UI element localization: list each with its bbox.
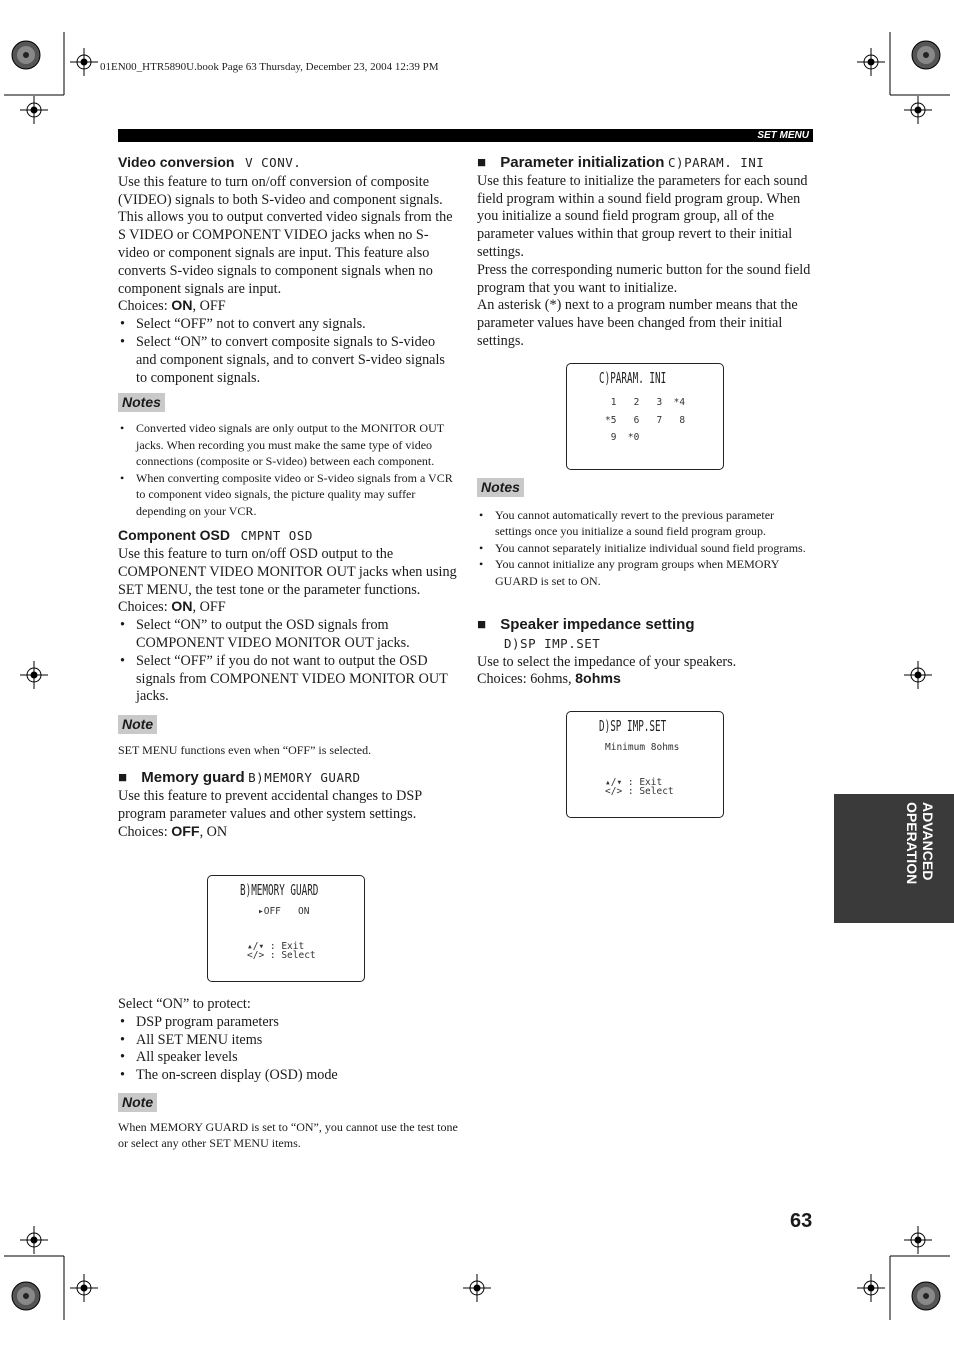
right-column — [477, 154, 815, 351]
note-item: • You cannot separately initialize individual sound field programs. — [477, 540, 807, 557]
list-item: • All speaker levels — [118, 1049, 458, 1067]
list-item: • The on-screen display (OSD) mode — [118, 1067, 458, 1085]
param-init-notes — [477, 507, 807, 590]
list-item: • Select “ON” to output the OSD signals from COMPONENT VIDEO MONITOR OUT jacks. — [118, 617, 458, 653]
note-item: • When converting composite video or S-video signals from a VCR to component video signals, the picture quality may suffer depending on your VCR. — [118, 470, 458, 520]
list-item: • Select “OFF” not to convert any signals. — [118, 316, 458, 334]
speaker-impedance-choices — [477, 671, 815, 689]
memory-guard-title: Memory guard — [141, 769, 245, 787]
choice-rest: , OFF — [192, 599, 226, 616]
note-item: • You cannot initialize any program groups when MEMORY GUARD is set to ON. — [477, 556, 807, 589]
header-bar — [118, 129, 813, 142]
osd-key-help: ▴/▾ : Exit </> : Select — [247, 941, 316, 961]
param-init-osd-screen — [566, 363, 724, 470]
page-number: 63 — [790, 1210, 813, 1232]
choice-default: 8ohms — [575, 671, 621, 688]
component-osd-code: CMPNT OSD — [240, 528, 313, 544]
choice-rest: , OFF — [192, 298, 226, 315]
component-osd-bullets — [118, 617, 458, 706]
list-item: • Select “ON” to convert composite signals to S-video and component signals, and to convert S-video signals to component signals. — [118, 334, 458, 387]
note-item: • You cannot automatically revert to the previous parameter settings once you initialize a sound field program group. — [477, 507, 807, 540]
notes-label: Notes — [477, 478, 524, 497]
speaker-impedance-body: Use to select the impedance of your speakers. — [477, 653, 737, 670]
section-marker: ■ — [118, 769, 128, 787]
component-osd-title: Component OSD — [118, 527, 230, 544]
list-item: • All SET MENU items — [118, 1032, 458, 1050]
choice-default: ON — [171, 599, 193, 616]
video-conversion-title: Video conversion — [118, 154, 235, 170]
component-osd-heading — [118, 527, 458, 546]
osd-title: B)MEMORY GUARD — [240, 881, 319, 899]
param-init-body-1: Use this feature to initialize the parameters for each sound field program within a sound field program group. When you initialize a sound field program group, all of the parameter values within that group revert to their initial settings. — [477, 172, 808, 260]
osd-program-grid: 1 2 3 *4 *5 6 7 8 9 *0 — [605, 397, 686, 443]
param-init-heading — [477, 154, 815, 173]
memory-guard-osd-screen — [207, 875, 365, 982]
section-marker: ■ — [477, 616, 487, 633]
note-item: • Converted video signals are only output to the MONITOR OUT jacks. When recording you must make the same type of video connections (composite or S-video) between each component. — [118, 420, 458, 470]
header-label: SET MENU — [757, 130, 809, 141]
side-tab-label: ADVANCED OPERATION — [904, 802, 936, 885]
osd-options: ▸OFF ON — [258, 906, 310, 917]
memory-guard-code: B)MEMORY GUARD — [248, 770, 361, 786]
speaker-impedance-code: D)SP IMP.SET — [504, 635, 601, 651]
video-conversion-choices — [118, 298, 458, 316]
note-label: Note — [118, 1093, 157, 1112]
param-init-body-2: Press the corresponding numeric button for the sound field program that you want to initialize. — [477, 261, 811, 296]
param-init-code: C)PARAM. INI — [668, 155, 765, 170]
choices-label: Choices: — [118, 823, 172, 840]
memory-guard-heading — [118, 769, 458, 788]
note-label: Note — [118, 715, 157, 734]
osd-key-help: ▴/▾ : Exit </> : Select — [605, 777, 674, 797]
choices-label: Choices: — [118, 599, 172, 616]
choices-label: Choices: — [477, 671, 531, 688]
osd-value: Minimum 8ohms — [605, 742, 680, 753]
choice-first: 6ohms, — [530, 671, 576, 688]
osd-title: D)SP IMP.SET — [599, 717, 667, 735]
speaker-impedance-title: Speaker impedance setting — [500, 616, 695, 633]
list-item: • DSP program parameters — [118, 1014, 458, 1032]
protect-intro: Select “ON” to protect: — [118, 996, 251, 1012]
choice-rest: , ON — [199, 823, 228, 840]
choices-label: Choices: — [118, 298, 172, 315]
speaker-impedance-block — [477, 616, 815, 689]
component-osd-choices — [118, 599, 458, 617]
speaker-impedance-osd-screen — [566, 711, 724, 818]
video-conversion-code: V CONV. — [245, 155, 302, 170]
memory-guard-protect — [118, 996, 458, 1152]
notes-label: Notes — [118, 393, 165, 412]
osd-title: C)PARAM. INI — [599, 369, 667, 387]
book-info-line: 01EN00_HTR5890U.book Page 63 Thursday, December 23, 2004 12:39 PM — [100, 61, 439, 73]
video-conversion-heading — [118, 154, 458, 173]
video-conversion-bullets — [118, 316, 458, 387]
choice-default: OFF — [171, 823, 200, 840]
list-item: • Select “OFF” if you do not want to output the OSD signals from COMPONENT VIDEO MONITOR OUT jacks. — [118, 653, 458, 706]
param-init-body-3: An asterisk (*) next to a program number means that the parameter values have been changed from their initial settings. — [477, 297, 798, 349]
memory-guard-note: When MEMORY GUARD is set to “ON”, you cannot use the test tone or select any other SET MENU items. — [118, 1119, 458, 1151]
component-osd-note: SET MENU functions even when “OFF” is selected. — [118, 742, 372, 757]
memory-guard-body: Use this feature to prevent accidental changes to DSP program parameter values and other system settings. — [118, 788, 422, 823]
component-osd-body: Use this feature to turn on/off OSD output to the COMPONENT VIDEO MONITOR OUT jacks when using SET MENU, the test tone or the parameter functions. — [118, 545, 457, 598]
video-conversion-notes — [118, 420, 458, 519]
param-init-title: Parameter initialization — [500, 154, 665, 171]
protect-list — [118, 1014, 458, 1085]
left-column — [118, 154, 458, 842]
section-side-tab — [834, 794, 954, 923]
memory-guard-choices — [118, 824, 458, 842]
section-marker: ■ — [477, 154, 487, 171]
video-conversion-body: Use this feature to turn on/off conversion of composite (VIDEO) signals to both S-video and component signals. This allows you to output converted video signals from the S VIDEO or COMPONENT VIDEO jacks when no S-video or component signals are input. This feature also converts S-video signals to component signals when no component signals are input. — [118, 173, 453, 297]
choice-default: ON — [171, 298, 193, 315]
param-init-notes-block — [477, 478, 807, 589]
speaker-impedance-heading — [477, 616, 815, 635]
